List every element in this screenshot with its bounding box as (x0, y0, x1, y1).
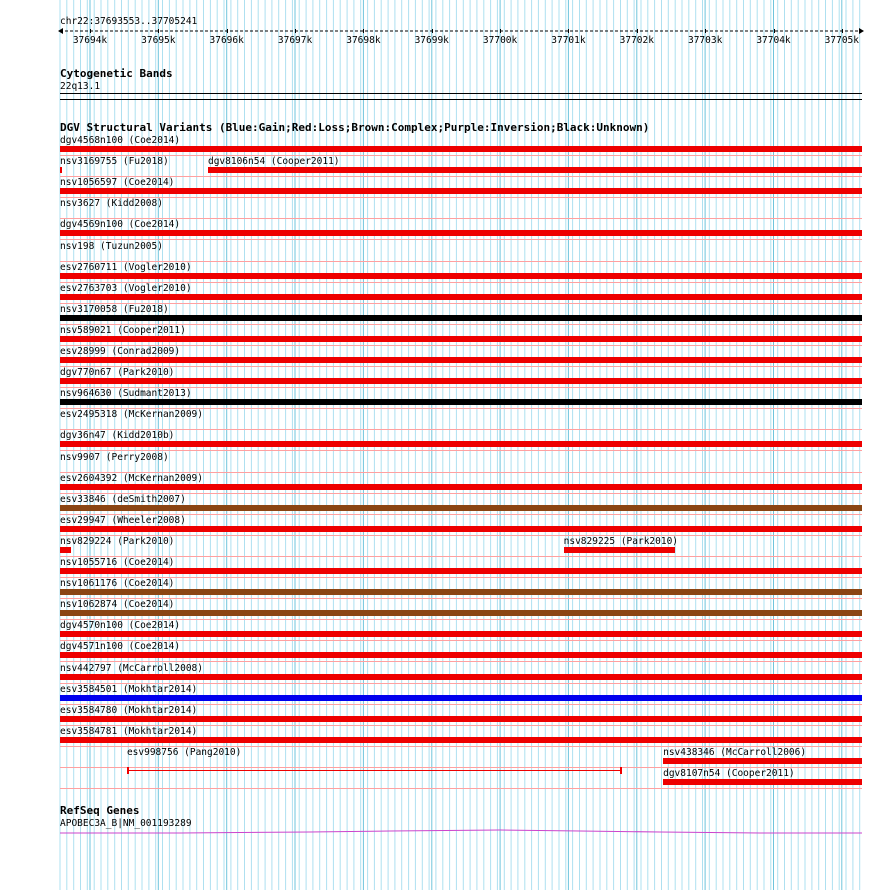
dgv-variant-label[interactable]: nsv829225 (Park2010) (563, 535, 679, 547)
position-label: chr22:37693553..37705241 (60, 16, 198, 27)
ruler-tick-label: 37698k (346, 35, 381, 46)
ruler-tick-mark (500, 29, 501, 33)
dgv-variant-label[interactable]: dgv4568n100 (Coe2014) (60, 135, 181, 146)
dgv-row-separator (60, 788, 862, 789)
dgv-variant-bar[interactable] (60, 589, 862, 595)
ruler-tick-mark (637, 29, 638, 33)
dgv-variant-bar[interactable] (60, 631, 862, 637)
dgv-variant-bar[interactable] (60, 378, 862, 384)
dgv-variant-bar[interactable] (663, 758, 862, 764)
dgv-variant-label[interactable]: nsv1061176 (Coe2014) (60, 578, 175, 590)
dgv-variant-bar[interactable] (60, 357, 862, 363)
dgv-row-separator (60, 239, 862, 240)
dgv-variant-label[interactable]: nsv3627 (Kidd2008) (60, 198, 163, 210)
dgv-variant-bar[interactable] (60, 441, 862, 447)
dgv-variant-label[interactable]: dgv36n47 (Kidd2010b) (60, 430, 175, 442)
refseq-gene-model[interactable] (60, 826, 862, 836)
dgv-variant-label[interactable]: esv2604392 (McKernan2009) (60, 472, 203, 484)
dgv-row-separator (60, 197, 862, 198)
ruler-tick-mark (90, 29, 91, 33)
dgv-variant-label[interactable]: esv33846 (deSmith2007) (60, 493, 186, 505)
dgv-variant-bar[interactable] (564, 547, 675, 553)
dgv-variant-label[interactable]: nsv1055716 (Coe2014) (60, 557, 175, 568)
dgv-variant-label[interactable]: dgv4570n100 (Coe2014) (60, 620, 181, 632)
dgv-variant-label[interactable]: nsv198 (Tuzun2005) (60, 240, 163, 252)
dgv-variant-label[interactable]: nsv589021 (Cooper2011) (60, 324, 186, 336)
ruler-tick-label: 37702k (619, 35, 654, 46)
dgv-variant-bar-end (620, 767, 622, 774)
dgv-variant-label[interactable]: nsv3170058 (Fu2018) (60, 303, 169, 315)
dgv-variant-label[interactable]: esv3584780 (Mokhtar2014) (60, 704, 198, 716)
dgv-row-separator (60, 535, 862, 536)
dgv-variant-bar[interactable] (60, 547, 71, 553)
ruler-tick-mark (363, 29, 364, 33)
dgv-variant-label[interactable]: nsv442797 (McCarroll2008) (60, 662, 203, 674)
dgv-variant-label[interactable]: esv2495318 (McKernan2009) (60, 409, 203, 421)
ruler-tick-mark (227, 29, 228, 33)
cytoband-band-line[interactable] (60, 93, 862, 94)
dgv-variant-bar[interactable] (60, 716, 862, 722)
dgv-variant-bar[interactable] (127, 770, 621, 771)
dgv-row-separator (60, 577, 862, 578)
ruler-tick-mark (158, 29, 159, 33)
ruler-axis[interactable] (58, 27, 864, 35)
dgv-track-title: DGV Structural Variants (Blue:Gain;Red:Loss;Brown:Complex;Purple:Inversion;Black:Unknown) (60, 121, 650, 134)
dgv-variant-bar[interactable] (60, 695, 862, 701)
dgv-row-separator (60, 619, 862, 620)
track-separator (60, 99, 862, 100)
dgv-variant-bar[interactable] (60, 336, 862, 342)
dgv-variant-label[interactable]: nsv9907 (Perry2008) (60, 451, 169, 463)
dgv-variant-bar[interactable] (60, 273, 862, 279)
ruler-tick-label: 37696k (209, 35, 244, 46)
dgv-variant-bar[interactable] (60, 484, 862, 490)
dgv-variant-label[interactable]: dgv8107n54 (Cooper2011) (663, 768, 795, 779)
dgv-variant-label[interactable]: dgv4571n100 (Coe2014) (60, 641, 181, 653)
dgv-variant-bar[interactable] (60, 674, 862, 680)
dgv-variant-bar[interactable] (60, 167, 62, 173)
dgv-variant-bar[interactable] (60, 737, 862, 743)
refseq-track-title: RefSeq Genes (60, 804, 140, 817)
ruler-tick-mark (432, 29, 433, 33)
dgv-variant-label[interactable]: esv3584781 (Mokhtar2014) (60, 725, 198, 737)
dgv-variant-bar[interactable] (60, 315, 862, 321)
refseq-gene-label[interactable]: APOBEC3A_B|NM_001193289 (60, 818, 192, 829)
ruler-tick-mark (568, 29, 569, 33)
ruler-tick-label: 37703k (687, 35, 723, 46)
dgv-variant-bar[interactable] (60, 652, 862, 658)
dgv-row-separator (60, 429, 862, 430)
ruler-tick-label: 37694k (72, 35, 108, 46)
dgv-variant-label[interactable]: dgv8106n54 (Cooper2011) (207, 156, 340, 168)
ruler-tick-label: 37701k (551, 35, 586, 46)
ruler-tick-mark (705, 29, 706, 33)
dgv-variant-bar[interactable] (60, 230, 862, 236)
dgv-variant-bar[interactable] (60, 568, 862, 574)
dgv-variant-bar[interactable] (60, 505, 862, 511)
ruler-tick-label: 37700k (482, 35, 518, 46)
dgv-variant-bar[interactable] (60, 610, 862, 616)
dgv-row-separator (60, 640, 862, 641)
dgv-row-separator (60, 176, 862, 177)
dgv-row-separator (60, 556, 862, 557)
ruler-tick-label: 37697k (277, 35, 313, 46)
dgv-row-separator (60, 450, 862, 451)
dgv-variant-label[interactable]: nsv438346 (McCarroll2006) (663, 746, 807, 758)
ruler-tick-label: 37704k (756, 35, 791, 46)
dgv-variant-label[interactable]: nsv1062874 (Coe2014) (60, 599, 175, 611)
ruler-tick-mark (774, 29, 775, 33)
dgv-row-separator (60, 345, 862, 346)
dgv-variant-label[interactable]: esv28999 (Conrad2009) (60, 346, 181, 357)
dgv-variant-bar[interactable] (60, 399, 862, 405)
dgv-variant-bar-end (127, 767, 129, 774)
dgv-variant-bar[interactable] (60, 146, 862, 152)
ruler-tick-label: 37705k (824, 35, 860, 46)
dgv-variant-label[interactable]: nsv964630 (Sudmant2013) (60, 388, 192, 400)
dgv-variant-label[interactable]: nsv3169755 (Fu2018) (60, 156, 169, 168)
dgv-variant-label[interactable]: esv998756 (Pang2010) (126, 746, 242, 758)
dgv-row-separator (60, 218, 862, 219)
dgv-variant-label[interactable]: esv3584501 (Mokhtar2014) (60, 683, 198, 695)
dgv-row-separator (60, 155, 862, 156)
dgv-row-separator (60, 303, 862, 304)
dgv-variant-label[interactable]: nsv829224 (Park2010) (60, 535, 175, 547)
ruler-tick-label: 37699k (414, 35, 449, 46)
dgv-variant-label[interactable]: dgv4569n100 (Coe2014) (60, 219, 181, 231)
ruler-tick-label: 37695k (141, 35, 176, 46)
dgv-variant-label[interactable]: dgv770n67 (Park2010) (60, 367, 175, 379)
ruler-tick-mark (842, 29, 843, 33)
dgv-variant-label[interactable]: esv2760711 (Vogler2010) (60, 261, 192, 273)
dgv-variant-label[interactable]: esv2763703 (Vogler2010) (60, 282, 192, 294)
ruler-tick-mark (295, 29, 296, 33)
dgv-variant-bar[interactable] (60, 188, 862, 194)
dgv-variant-bar[interactable] (60, 526, 862, 532)
cytoband-label: 22q13.1 (60, 81, 101, 92)
dgv-variant-bar[interactable] (663, 779, 862, 785)
dgv-variant-label[interactable]: nsv1056597 (Coe2014) (60, 177, 175, 189)
dgv-row-separator (60, 366, 862, 367)
dgv-variant-bar[interactable] (208, 167, 862, 173)
cytoband-track-title: Cytogenetic Bands (60, 67, 173, 80)
dgv-variant-bar[interactable] (60, 294, 862, 300)
dgv-row-separator (60, 598, 862, 599)
dgv-variant-label[interactable]: esv29947 (Wheeler2008) (60, 514, 186, 526)
